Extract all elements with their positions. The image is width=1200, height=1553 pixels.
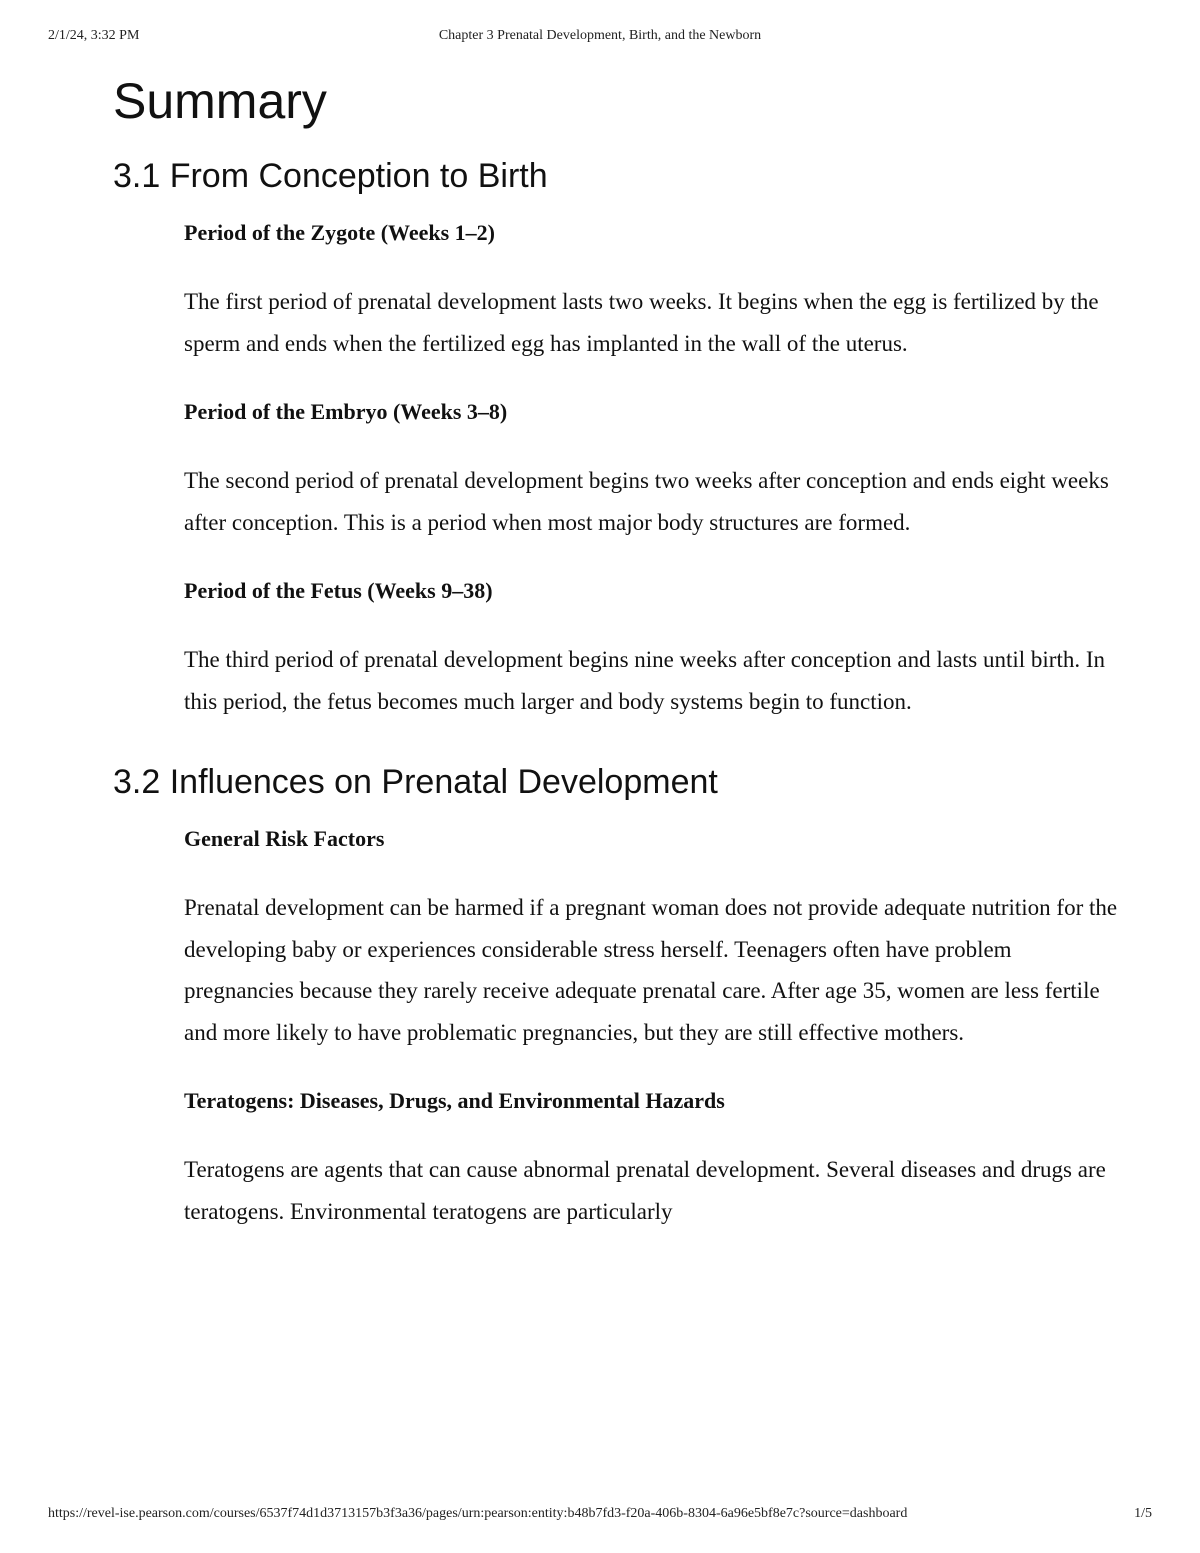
page-title: Summary xyxy=(113,73,327,129)
subsection-heading: Period of the Fetus (Weeks 9–38) xyxy=(184,578,493,603)
subsection-text: Teratogens are agents that can cause abnormal prenatal development. Several diseases and drugs are teratogens. Environmental teratogens are particularly xyxy=(184,1157,1106,1224)
subsection-text: The second period of prenatal development begins two weeks after conception and ends eight weeks after conception. This is a period when most major body structures are formed. xyxy=(184,468,1109,535)
subsection-text: The third period of prenatal development begins nine weeks after conception and lasts until birth. In this period, the fetus becomes much larger and body systems begin to function. xyxy=(184,647,1105,714)
subsection-general-risk xyxy=(184,824,1123,1053)
subsection-heading: Teratogens: Diseases, Drugs, and Environmental Hazards xyxy=(184,1088,725,1113)
subsection-teratogens xyxy=(184,1086,1123,1232)
subsection-embryo xyxy=(184,397,1123,543)
subsection-zygote xyxy=(184,218,1123,364)
subsection-text: The first period of prenatal development lasts two weeks. It begins when the egg is fertilized by the sperm and ends when the fertilized egg has implanted in the wall of the uterus. xyxy=(184,289,1099,356)
subsection-heading: Period of the Embryo (Weeks 3–8) xyxy=(184,399,508,424)
subsection-heading: General Risk Factors xyxy=(184,826,385,851)
print-doc-title: Chapter 3 Prenatal Development, Birth, and the Newborn xyxy=(438,28,762,43)
subsection-text: Prenatal development can be harmed if a pregnant woman does not provide adequate nutrition for the developing baby or experiences considerable stress herself. Teenagers often have problem pregnancies because they rarely receive adequate prenatal care. After age 35, women are less fertile and more likely to have problematic pregnancies, but they are still effective mothers. xyxy=(184,895,1118,1045)
subsection-heading: Period of the Zygote (Weeks 1–2) xyxy=(184,220,495,245)
page-number: 1/5 xyxy=(1134,1506,1152,1521)
print-header xyxy=(48,28,1152,48)
section-heading: 3.2 Influences on Prenatal Development xyxy=(113,763,718,801)
section-conception-to-birth xyxy=(113,154,1123,722)
print-footer xyxy=(48,1506,1152,1526)
print-date: 2/1/24, 3:32 PM xyxy=(48,28,140,43)
section-heading: 3.1 From Conception to Birth xyxy=(113,157,548,195)
subsection-fetus xyxy=(184,576,1123,722)
page-content xyxy=(113,70,1123,1270)
section-influences xyxy=(113,760,1123,1232)
print-url: https://revel-ise.pearson.com/courses/6537f74d1d3713157b3f3a36/pages/urn:pearson:entity:b48b7fd3-f20a-406b-8304-6a96e5bf8e7c?source=dashboard xyxy=(48,1506,908,1521)
